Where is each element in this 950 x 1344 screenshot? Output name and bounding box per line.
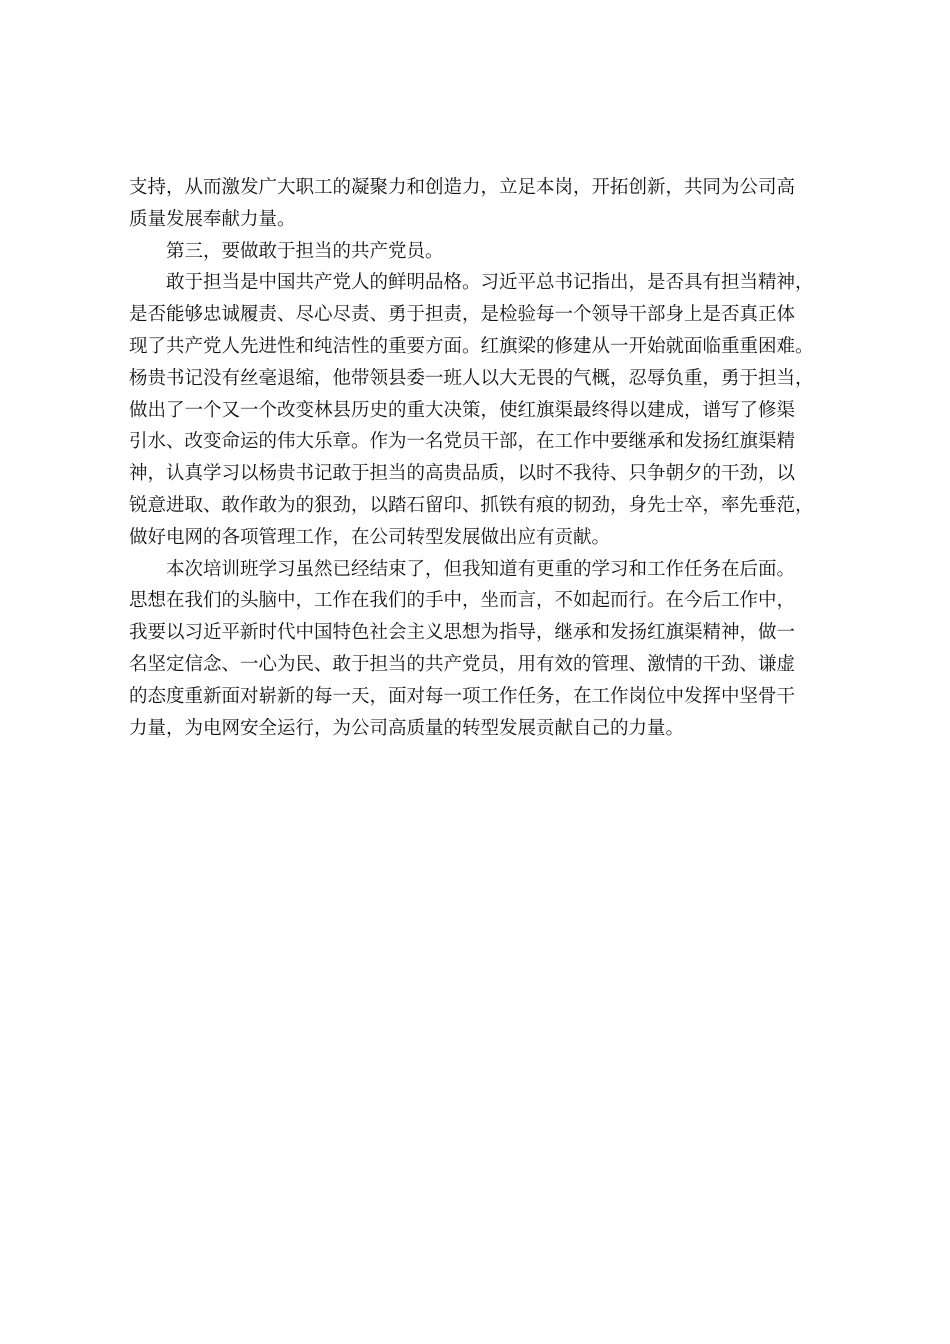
text-line: 是否能够忠诚履责、尽心尽责、勇于担责，是检验每一个领导干部身上是否真正体 bbox=[129, 304, 796, 326]
paragraph-start-line: 本次培训班学习虽然已经结束了，但我知道有更重的学习和工作任务在后面。 bbox=[166, 558, 796, 580]
text-line: 神，认真学习以杨贵书记敢于担当的高贵品质，以时不我待、只争朝夕的干劲，以 bbox=[129, 463, 796, 485]
text-line: 现了共产党人先进性和纯洁性的重要方面。红旗梁的修建从一开始就面临重重困难。 bbox=[129, 335, 814, 357]
text-line: 做好电网的各项管理工作，在公司转型发展做出应有贡献。 bbox=[129, 526, 611, 548]
text-line: 质量发展奉献力量。 bbox=[129, 208, 296, 230]
text-line: 我要以习近平新时代中国特色社会主义思想为指导，继承和发扬红旗渠精神，做一 bbox=[129, 622, 796, 644]
text-line: 支持，从而激发广大职工的凝聚力和创造力，立足本岗，开拓创新，共同为公司高 bbox=[129, 177, 796, 198]
text-line: 名坚定信念、一心为民、敢于担当的共产党员，用有效的管理、激情的干劲、谦虚 bbox=[129, 653, 796, 675]
text-line: 锐意进取、敢作敢为的狠劲，以踏石留印、抓铁有痕的韧劲，身先士卒，率先垂范， bbox=[129, 494, 814, 516]
text-line: 杨贵书记没有丝毫退缩，他带领县委一班人以大无畏的气概，忍辱负重，勇于担当， bbox=[129, 367, 814, 389]
text-line: 做出了一个又一个改变林县历史的重大决策，使红旗渠最终得以建成，谱写了修渠 bbox=[129, 399, 796, 421]
paragraph-start-line: 敢于担当是中国共产党人的鲜明品格。习近平总书记指出，是否具有担当精神， bbox=[166, 272, 814, 294]
text-line: 的态度重新面对崭新的每一天，面对每一项工作任务，在工作岗位中发挥中坚骨干 bbox=[129, 685, 796, 707]
text-line: 力量，为电网安全运行，为公司高质量的转型发展贡献自己的力量。 bbox=[129, 717, 685, 739]
text-line: 思想在我们的头脑中，工作在我们的手中，坐而言，不如起而行。在今后工作中， bbox=[129, 590, 796, 612]
body-text bbox=[129, 172, 854, 744]
section-heading: 第三，要做敢于担当的共产党员。 bbox=[166, 240, 444, 262]
text-line: 引水、改变命运的伟大乐章。作为一名党员干部，在工作中要继承和发扬红旗渠精 bbox=[129, 431, 796, 453]
